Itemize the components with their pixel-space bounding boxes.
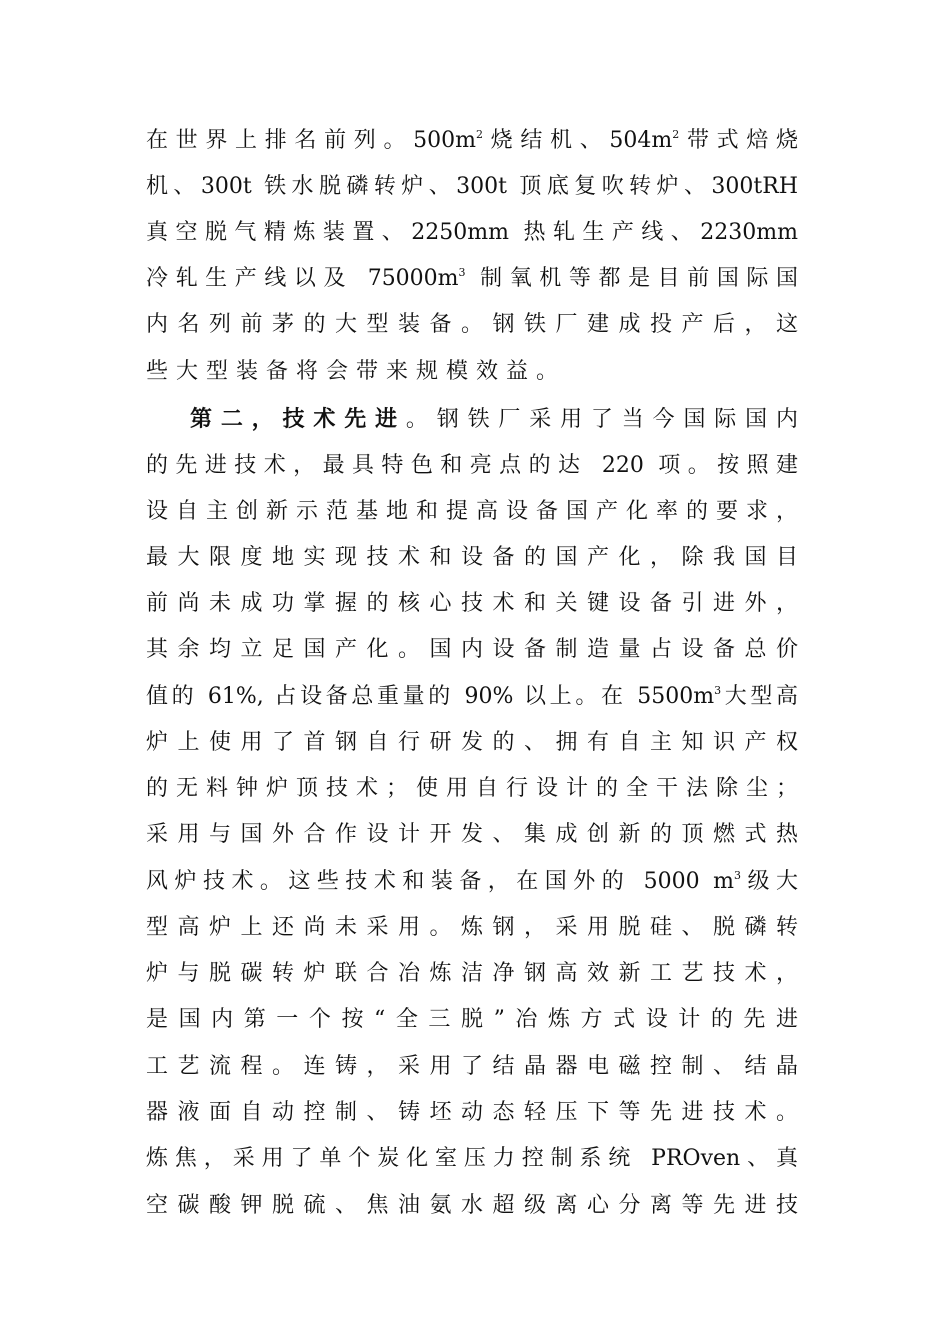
text-run: 设自主创新示范基地和提高设备国产化率的要求， — [146, 499, 798, 524]
text-line — [146, 1005, 798, 1035]
text-line — [146, 543, 798, 573]
text-run: 冷轧生产线以及 75000m — [146, 266, 459, 291]
text-run: 其余均立足国产化。国内设备制造量占设备总价 — [146, 637, 798, 662]
text-line — [146, 497, 798, 527]
text-run: 炉与脱碳转炉联合冶炼洁净钢高效新工艺技术， — [146, 961, 798, 986]
superscript: 3 — [714, 684, 722, 697]
text-run: 大型高 — [721, 684, 798, 709]
text-line — [146, 913, 798, 943]
text-line — [146, 451, 798, 481]
text-line — [146, 635, 798, 665]
text-run: 些大型装备将会带来规模效益。 — [146, 359, 567, 384]
text-run: 值的 61%, 占设备总重量的 90% 以上。在 5500m — [146, 684, 715, 709]
text-run: 在世界上排名前列。500m — [146, 128, 476, 153]
text-line — [146, 1144, 798, 1174]
text-run: 工艺流程。连铸，采用了结晶器电磁控制、结晶 — [146, 1054, 798, 1079]
text-run: 空碳酸钾脱硫、焦油氨水超级离心分离等先进技 — [146, 1193, 798, 1218]
text-run: 机、300t 铁水脱磷转炉、300t 顶底复吹转炉、300tRH — [146, 174, 798, 199]
text-run: 。钢铁厂采用了当今国际国内 — [405, 407, 798, 432]
text-run: 前尚未成功掌握的核心技术和关键设备引进外， — [146, 591, 798, 616]
text-line — [146, 357, 798, 387]
text-line — [146, 126, 798, 156]
text-run: 采用与国外合作设计开发、集成创新的顶燃式热 — [146, 822, 798, 847]
text-run: 炉上使用了首钢自行研发的、拥有自主知识产权 — [146, 730, 798, 755]
text-run: 制氧机等都是目前国际国 — [465, 266, 798, 291]
text-run: 的先进技术，最具特色和亮点的达 220 项。按照建 — [146, 453, 798, 478]
text-run: 的无料钟炉顶技术；使用自行设计的全干法除尘； — [146, 776, 798, 801]
text-line — [146, 774, 798, 804]
text-line — [190, 404, 798, 434]
text-run: 器液面自动控制、铸坯动态轻压下等先进技术。 — [146, 1100, 798, 1125]
text-line — [146, 310, 798, 340]
text-run: 型高炉上还尚未采用。炼钢，采用脱硅、脱磷转 — [146, 915, 798, 940]
paragraph-heading: 第二，技术先进 — [190, 406, 406, 432]
text-run: 是国内第一个按“全三脱”冶炼方式设计的先进 — [146, 1007, 798, 1032]
superscript: 3 — [458, 266, 466, 279]
text-line — [146, 1191, 798, 1221]
text-line — [146, 172, 798, 202]
text-line — [146, 1052, 798, 1082]
text-line — [146, 959, 798, 989]
text-run: 带式焙烧 — [679, 128, 798, 153]
text-line — [146, 1098, 798, 1128]
text-line — [146, 589, 798, 619]
superscript: 2 — [476, 128, 483, 141]
text-run: 风炉技术。这些技术和装备，在国外的 5000 m — [146, 869, 735, 894]
text-run: 最大限度地实现技术和设备的国产化，除我国目 — [146, 545, 798, 570]
text-line — [146, 264, 798, 294]
text-run: 炼焦，采用了单个炭化室压力控制系统 PROven、真 — [146, 1146, 798, 1171]
text-line — [146, 820, 798, 850]
text-line — [146, 682, 798, 712]
text-line — [146, 867, 798, 897]
text-line — [146, 728, 798, 758]
superscript: 2 — [672, 128, 680, 141]
text-run: 内名列前茅的大型装备。钢铁厂建成投产后，这 — [146, 312, 798, 337]
superscript: 3 — [734, 869, 742, 882]
text-run: 级大 — [741, 869, 798, 894]
text-line — [146, 218, 798, 248]
text-run: 真空脱气精炼装置、2250mm 热轧生产线、2230mm — [146, 220, 798, 245]
text-run: 烧结机、504m — [483, 128, 673, 153]
